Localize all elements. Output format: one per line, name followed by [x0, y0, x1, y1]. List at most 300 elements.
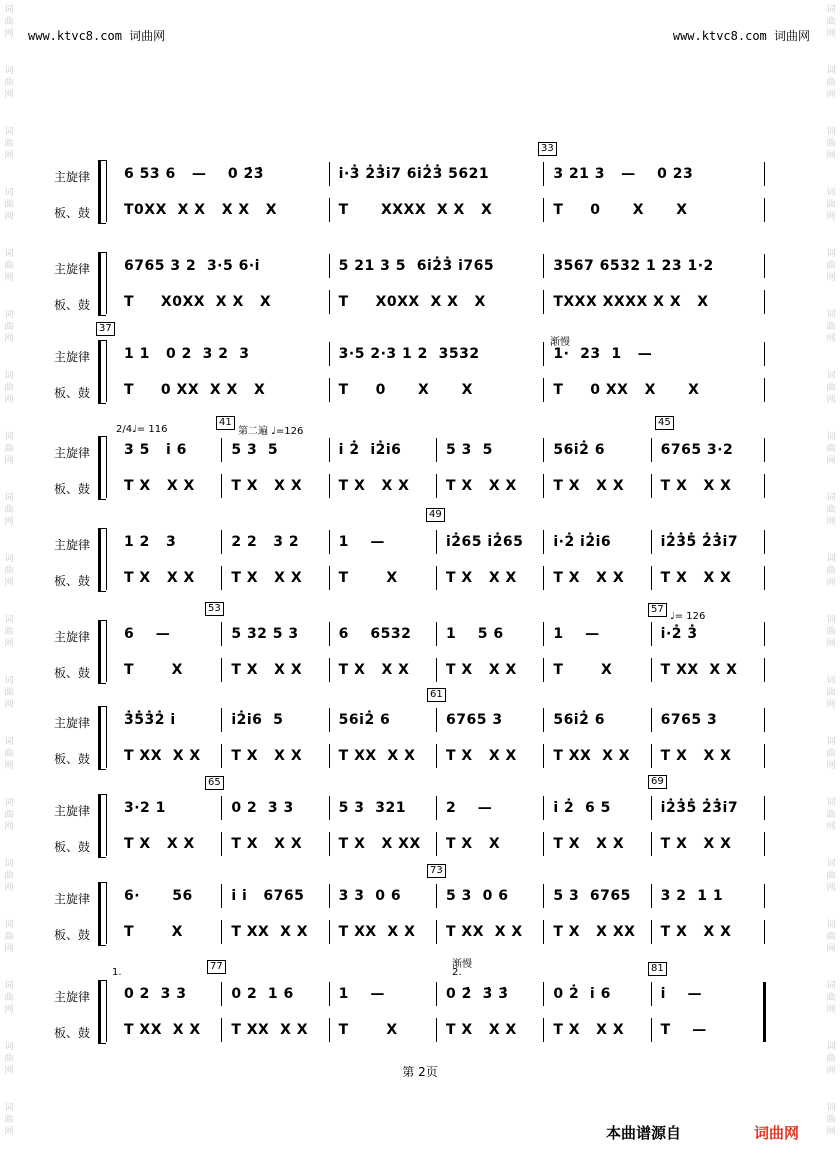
barline: [436, 622, 437, 646]
percussion-label: 板、鼓: [54, 482, 91, 496]
percussion-measure: T X X X: [231, 748, 303, 764]
percussion-measure: T XX X X: [660, 662, 738, 678]
measure-number: 33: [538, 142, 557, 156]
barline: [764, 658, 765, 682]
percussion-measure: T X X X: [124, 570, 195, 586]
percussion-measure: T XX X X: [338, 924, 416, 940]
percussion-measure: T X: [124, 924, 183, 940]
watermark-char-stack: 词 曲 网: [4, 127, 14, 161]
percussion-measure: T X X X: [231, 570, 303, 586]
melody-measure: 5 3 0 6: [446, 888, 509, 904]
melody-measure: 5 3 5: [446, 442, 493, 458]
barline: [329, 254, 330, 278]
barline: [543, 832, 544, 856]
percussion-label: 板、鼓: [54, 298, 91, 312]
percussion-measure: T XXXX X X X: [338, 202, 493, 218]
barline: [436, 474, 437, 498]
barline: [329, 378, 330, 402]
barline: [764, 162, 765, 186]
barline: [436, 832, 437, 856]
barline: [221, 658, 222, 682]
watermark-char-stack: 词 曲 网: [826, 798, 836, 832]
watermark-char-stack: 词 曲 网: [4, 554, 14, 588]
melody-measure: 6765 3: [660, 712, 718, 728]
percussion-measure: T X X X: [553, 836, 625, 852]
watermark-char-stack: 词 曲 网: [826, 127, 836, 161]
melody-measure: 6 —: [124, 626, 171, 642]
barline: [651, 566, 652, 590]
watermark-char-stack: 词 曲 网: [4, 798, 14, 832]
percussion-measure: T X X X: [124, 478, 195, 494]
system-brace: [98, 882, 106, 946]
barline: [543, 438, 544, 462]
barline: [221, 744, 222, 768]
measure-number: 53: [205, 602, 224, 616]
barline: [329, 438, 330, 462]
percussion-label: 板、鼓: [54, 206, 91, 220]
score-system: [0, 252, 840, 316]
barline: [329, 658, 330, 682]
melody-measure: i̇·2̇ 3̇: [660, 626, 698, 642]
percussion-label: 板、鼓: [54, 752, 91, 766]
percussion-measure: T X X X: [660, 478, 732, 494]
watermark-char-stack: 词 曲 网: [4, 5, 14, 39]
measure-number: 73: [427, 864, 446, 878]
barline: [764, 920, 765, 944]
barline: [764, 884, 765, 908]
system-brace: [98, 528, 106, 592]
percussion-measure: T XX X X: [124, 1022, 201, 1038]
barline: [543, 474, 544, 498]
barline: [764, 744, 765, 768]
watermark-char-stack: 词 曲 网: [4, 615, 14, 649]
melody-measure: 0 2 3 3: [124, 986, 187, 1002]
footer-source-label: 本曲谱源自: [606, 1124, 682, 1142]
watermark-char-stack: 词 曲 网: [4, 981, 14, 1015]
barline: [436, 530, 437, 554]
melody-measure: 5 3 321: [338, 800, 406, 816]
barline: [651, 658, 652, 682]
melody-measure: 1· 23 1 —: [553, 346, 653, 362]
melody-measure: 0 2 3 3: [231, 800, 294, 816]
percussion-measure: T 0 X X: [338, 382, 473, 398]
melody-measure: i̇·2̇ i̇2̇i̇6: [553, 534, 612, 550]
barline: [436, 920, 437, 944]
melody-measure: 5 32 5 3: [231, 626, 299, 642]
percussion-measure: T X X X: [553, 478, 625, 494]
barline: [221, 474, 222, 498]
percussion-measure: T X X X: [660, 570, 732, 586]
measure-number: 45: [655, 416, 674, 430]
melody-measure: i̇2̇65 i̇2̇65: [446, 534, 524, 550]
system-brace: [98, 252, 106, 316]
barline: [764, 622, 765, 646]
watermark-char-stack: 词 曲 网: [826, 920, 836, 954]
watermark-char-stack: 词 曲 网: [826, 188, 836, 222]
barline: [329, 290, 330, 314]
page-number: 第 2页: [402, 1065, 438, 1079]
watermark-char-stack: 词 曲 网: [4, 66, 14, 100]
watermark-char-stack: 词 曲 网: [826, 5, 836, 39]
percussion-measure: T X: [338, 570, 398, 586]
barline: [221, 920, 222, 944]
melody-measure: 6765 3: [446, 712, 503, 728]
percussion-label: 板、鼓: [54, 574, 91, 588]
barline: [543, 982, 544, 1006]
watermark-char-stack: 词 曲 网: [826, 66, 836, 100]
barline: [764, 198, 765, 222]
melody-label: 主旋律: [54, 630, 91, 644]
barline: [651, 744, 652, 768]
percussion-label: 板、鼓: [54, 928, 91, 942]
percussion-measure: T X X X: [231, 478, 303, 494]
percussion-measure: T X X X: [124, 836, 195, 852]
percussion-measure: T X X X: [446, 748, 517, 764]
watermark-char-stack: 词 曲 网: [826, 371, 836, 405]
barline: [436, 708, 437, 732]
barline: [329, 622, 330, 646]
percussion-measure: T0XX X X X X X: [124, 202, 278, 218]
system-brace: [98, 436, 106, 500]
barline: [329, 530, 330, 554]
barline: [436, 658, 437, 682]
percussion-measure: T X X: [446, 836, 501, 852]
melody-measure: 3 3 0 6: [338, 888, 402, 904]
melody-label: 主旋律: [54, 804, 91, 818]
system-brace: [98, 980, 106, 1044]
melody-measure: 3 5 i̇ 6: [124, 442, 187, 458]
melody-label: 主旋律: [54, 990, 91, 1004]
barline: [329, 796, 330, 820]
percussion-measure: T X X X: [338, 662, 410, 678]
barline: [543, 290, 544, 314]
melody-measure: 3 2 1 1: [660, 888, 724, 904]
measure-number: 49: [426, 508, 445, 522]
melody-measure: 0 2̇ i̇ 6: [553, 986, 611, 1002]
watermark-char-stack: 词 曲 网: [4, 188, 14, 222]
barline: [764, 566, 765, 590]
watermark-char-stack: 词 曲 网: [4, 493, 14, 527]
watermark-char-stack: 词 曲 网: [826, 1042, 836, 1076]
watermark-char-stack: 词 曲 网: [4, 371, 14, 405]
percussion-measure: T XX X X: [231, 1022, 309, 1038]
system-barline-start: [106, 620, 107, 682]
percussion-measure: T —: [660, 1022, 707, 1038]
melody-measure: i̇·3̇ 2̇3̇i̇7 6i̇2̇3̇ 5621: [338, 166, 490, 182]
measure-number: 41: [216, 416, 235, 430]
system-barline-start: [106, 882, 107, 944]
melody-measure: 1 —: [338, 534, 385, 550]
melody-measure: i̇ 2̇ 6 5: [553, 800, 611, 816]
melody-measure: i̇ —: [660, 986, 702, 1002]
measure-number: 77: [207, 960, 226, 974]
barline: [543, 708, 544, 732]
melody-measure: 6· 56: [124, 888, 193, 904]
barline: [329, 198, 330, 222]
melody-measure: 1 —: [553, 626, 600, 642]
percussion-measure: T XX X X: [553, 748, 631, 764]
percussion-measure: T X X X: [660, 924, 732, 940]
barline: [329, 342, 330, 366]
measure-number: 69: [648, 775, 667, 789]
percussion-measure: T 0 XX X X X: [124, 382, 266, 398]
barline: [543, 744, 544, 768]
barline: [329, 744, 330, 768]
barline: [329, 832, 330, 856]
system-brace: [98, 340, 106, 404]
system-brace: [98, 794, 106, 858]
watermark-char-stack: 词 曲 网: [826, 737, 836, 771]
melody-measure: 3 21 3 — 0 23: [553, 166, 694, 182]
melody-measure: 0 2 1 6: [231, 986, 294, 1002]
system-barline-start: [106, 980, 107, 1042]
barline: [543, 566, 544, 590]
barline: [329, 982, 330, 1006]
barline: [221, 982, 222, 1006]
system-barline-start: [106, 436, 107, 498]
barline: [221, 796, 222, 820]
barline: [764, 530, 765, 554]
barline: [329, 920, 330, 944]
melody-measure: i̇ i̇ 6765: [231, 888, 305, 904]
percussion-measure: T XX X X: [231, 924, 309, 940]
melody-measure: 5 3 6765: [553, 888, 631, 904]
watermark-char-stack: 词 曲 网: [826, 676, 836, 710]
percussion-measure: T X X X: [231, 662, 303, 678]
barline: [221, 566, 222, 590]
system-barline-start: [106, 340, 107, 402]
final-barline: [763, 982, 766, 1042]
melody-measure: 6765 3 2 3·5 6·i̇: [124, 258, 260, 274]
watermark-char-stack: 词 曲 网: [826, 981, 836, 1015]
barline: [543, 920, 544, 944]
watermark-char-stack: 词 曲 网: [826, 432, 836, 466]
barline: [651, 832, 652, 856]
barline: [651, 622, 652, 646]
watermark-char-stack: 词 曲 网: [826, 310, 836, 344]
percussion-measure: T 0 XX X X: [553, 382, 700, 398]
barline: [651, 982, 652, 1006]
barline: [543, 622, 544, 646]
melody-measure: i̇ 2̇ i̇2̇i̇6: [338, 442, 402, 458]
watermark-char-stack: 词 曲 网: [826, 859, 836, 893]
barline: [764, 378, 765, 402]
watermark-char-stack: 词 曲 网: [4, 920, 14, 954]
barline: [329, 708, 330, 732]
barline: [764, 290, 765, 314]
melody-label: 主旋律: [54, 716, 91, 730]
barline: [221, 530, 222, 554]
watermark-char-stack: 词 曲 网: [826, 249, 836, 283]
barline: [329, 1018, 330, 1042]
barline: [329, 884, 330, 908]
melody-measure: 6 53 6 — 0 2̇3̇: [124, 166, 264, 182]
watermark-char-stack: 词 曲 网: [826, 493, 836, 527]
measure-number: 65: [205, 776, 224, 790]
percussion-measure: T X X X: [231, 836, 303, 852]
melody-measure: 5 3 5: [231, 442, 279, 458]
percussion-measure: T XX X X: [124, 748, 201, 764]
melody-measure: 3̇5̇3̇2̇ i̇: [124, 712, 176, 728]
percussion-measure: T X0XX X X X: [338, 294, 486, 310]
tempo-marking: 2/4♩= 116: [116, 424, 168, 435]
barline: [436, 1018, 437, 1042]
system-brace: [98, 706, 106, 770]
barline: [436, 566, 437, 590]
measure-number: 81: [648, 962, 667, 976]
watermark-char-stack: 词 曲 网: [4, 249, 14, 283]
system-barline-start: [106, 528, 107, 590]
system-brace: [98, 620, 106, 684]
barline: [221, 832, 222, 856]
percussion-label: 板、鼓: [54, 666, 91, 680]
barline: [221, 884, 222, 908]
barline: [543, 1018, 544, 1042]
barline: [764, 796, 765, 820]
system-barline-start: [106, 252, 107, 314]
system-barline-start: [106, 160, 107, 222]
watermark-char-stack: 词 曲 网: [4, 1103, 14, 1137]
barline: [221, 1018, 222, 1042]
percussion-measure: T X X XX: [338, 836, 421, 852]
percussion-measure: T X X X: [446, 1022, 517, 1038]
barline: [651, 474, 652, 498]
barline: [651, 796, 652, 820]
measure-number: 37: [96, 322, 115, 336]
percussion-label: 板、鼓: [54, 386, 91, 400]
melody-measure: 1 1 0 2 3 2 3: [124, 346, 250, 362]
percussion-measure: T X: [338, 1022, 398, 1038]
percussion-measure: T X X X: [446, 478, 517, 494]
barline: [764, 438, 765, 462]
watermark-char-stack: 词 曲 网: [4, 737, 14, 771]
percussion-label: 板、鼓: [54, 840, 91, 854]
barline: [436, 982, 437, 1006]
melody-measure: 0 2̇ 3̇ 3̇: [446, 986, 509, 1002]
barline: [543, 162, 544, 186]
melody-label: 主旋律: [54, 262, 91, 276]
system-brace: [98, 160, 106, 224]
footer-site-link[interactable]: 词曲网: [754, 1124, 800, 1142]
melody-measure: 56i̇2̇ 6: [553, 712, 605, 728]
barline: [543, 378, 544, 402]
melody-measure: 56i̇2̇ 6: [553, 442, 605, 458]
percussion-measure: T 0 X X: [553, 202, 688, 218]
barline: [329, 566, 330, 590]
percussion-label: 板、鼓: [54, 1026, 91, 1040]
barline: [543, 796, 544, 820]
barline: [221, 622, 222, 646]
watermark-char-stack: 词 曲 网: [4, 1042, 14, 1076]
melody-measure: i̇2̇i̇6 5: [231, 712, 284, 728]
watermark-char-stack: 词 曲 网: [4, 310, 14, 344]
watermark-char-stack: 词 曲 网: [4, 859, 14, 893]
barline: [436, 884, 437, 908]
barline: [221, 708, 222, 732]
melody-measure: 1 5 6: [446, 626, 504, 642]
melody-measure: 6 6532: [338, 626, 412, 642]
melody-measure: 3567 6532 1 23 1·2: [553, 258, 714, 274]
melody-measure: 1 2 3: [124, 534, 177, 550]
barline: [543, 658, 544, 682]
barline: [651, 708, 652, 732]
melody-measure: 5 21 3 5 6i̇2̇3̇ i̇765: [338, 258, 495, 274]
barline: [543, 884, 544, 908]
percussion-measure: T X0XX X X X: [124, 294, 272, 310]
percussion-measure: T X X X: [338, 478, 410, 494]
barline: [543, 530, 544, 554]
tempo-marking: ♩= 126: [670, 611, 706, 622]
melody-measure: 2 2 3 2: [231, 534, 300, 550]
barline: [543, 254, 544, 278]
watermark-char-stack: 词 曲 网: [826, 615, 836, 649]
barline: [764, 474, 765, 498]
watermark-char-stack: 词 曲 网: [4, 676, 14, 710]
melody-label: 主旋律: [54, 892, 91, 906]
ritardando-marking: 渐慢: [550, 337, 570, 348]
volta-bracket-1: 1.: [112, 967, 122, 978]
barline: [329, 162, 330, 186]
barline: [764, 832, 765, 856]
melody-label: 主旋律: [54, 170, 91, 184]
percussion-measure: T X X X: [553, 1022, 625, 1038]
watermark-char-stack: 词 曲 网: [4, 432, 14, 466]
percussion-measure: T X X X: [660, 748, 732, 764]
barline: [651, 920, 652, 944]
percussion-measure: T XX X X: [446, 924, 523, 940]
barline: [436, 744, 437, 768]
melody-measure: i̇2̇3̇5̇ 2̇3̇i̇7: [660, 534, 739, 550]
barline: [436, 796, 437, 820]
barline: [651, 438, 652, 462]
ritardando-marking: 渐慢: [452, 959, 472, 970]
melody-label: 主旋律: [54, 446, 91, 460]
percussion-measure: T X: [124, 662, 183, 678]
system-barline-start: [106, 794, 107, 856]
barline: [436, 438, 437, 462]
barline: [329, 474, 330, 498]
barline: [651, 1018, 652, 1042]
percussion-measure: T X X X: [553, 570, 625, 586]
header-right-url: www.ktvc8.com 词曲网: [672, 29, 810, 43]
melody-label: 主旋律: [54, 538, 91, 552]
tempo-marking-second-pass: 第二遍 ♩=126: [238, 426, 304, 437]
barline: [221, 438, 222, 462]
measure-number: 57: [648, 603, 667, 617]
melody-measure: 3·5 2·3 1 2 3532: [338, 346, 480, 362]
percussion-measure: TXXX XXXX X X X: [553, 294, 709, 310]
percussion-measure: T XX X X: [338, 748, 416, 764]
measure-number: 61: [427, 688, 446, 702]
barline: [651, 530, 652, 554]
header-left-url: www.ktvc8.com 词曲网: [28, 29, 166, 43]
volta-bracket-2: 2.: [452, 967, 462, 978]
melody-measure: 3·2 1: [124, 800, 166, 816]
barline: [764, 342, 765, 366]
melody-label: 主旋律: [54, 350, 91, 364]
watermark-char-stack: 词 曲 网: [826, 554, 836, 588]
percussion-measure: T X X X: [446, 662, 517, 678]
system-barline-start: [106, 706, 107, 768]
watermark-char-stack: 词 曲 网: [826, 1103, 836, 1137]
melody-measure: i̇2̇3̇5̇ 2̇3̇i̇7: [660, 800, 739, 816]
barline: [543, 342, 544, 366]
percussion-measure: T X X X: [446, 570, 517, 586]
percussion-measure: T X: [553, 662, 613, 678]
barline: [651, 884, 652, 908]
percussion-measure: T X X XX: [553, 924, 636, 940]
melody-measure: 56i̇2̇ 6: [338, 712, 391, 728]
